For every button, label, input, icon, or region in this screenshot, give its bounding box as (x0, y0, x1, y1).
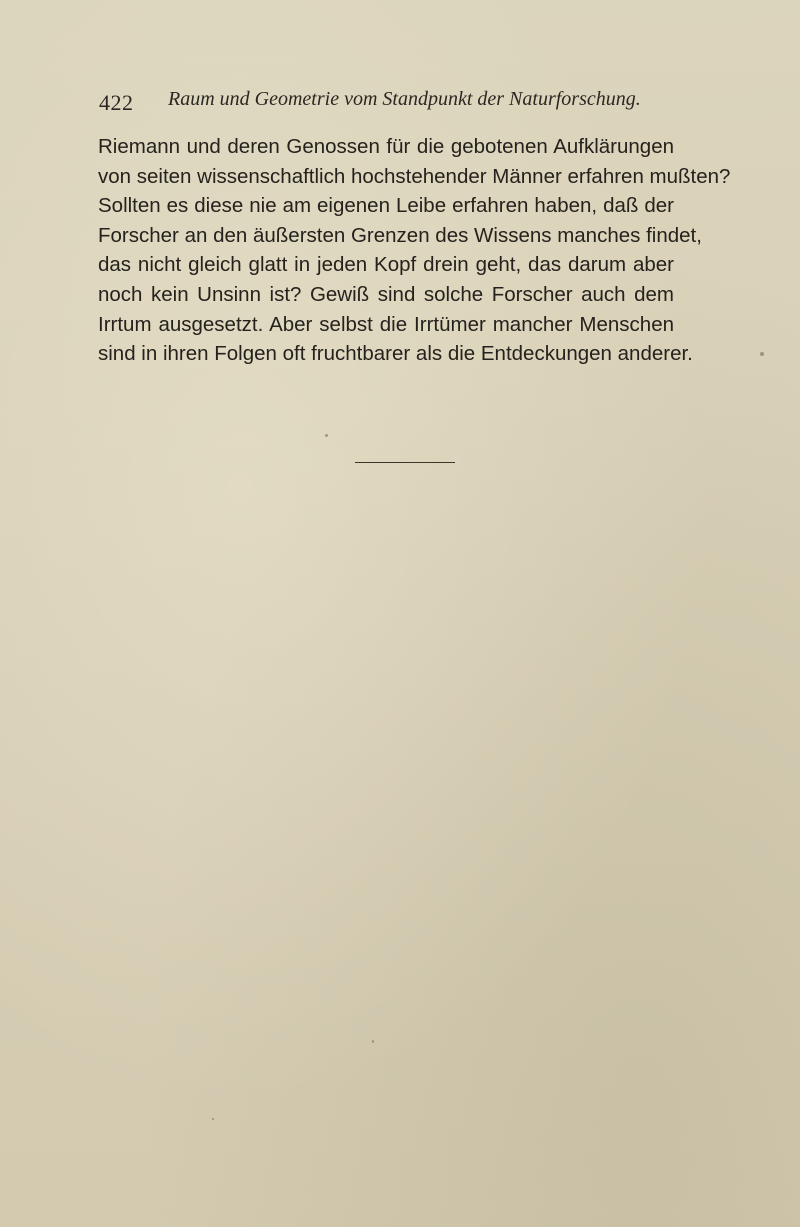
section-divider-rule (355, 462, 455, 463)
body-paragraph (98, 132, 731, 369)
text-line: Forscher an den äußersten Grenzen des Wissens manches findet, (98, 223, 702, 247)
paper-speck (212, 1118, 214, 1120)
paper-speck (325, 434, 328, 437)
page-number: 422 (99, 90, 134, 115)
running-head-title: Raum und Geometrie vom Standpunkt der Naturforschung. (168, 88, 641, 110)
running-head (99, 86, 659, 118)
paper-speck (372, 1040, 374, 1043)
text-line: Riemann und deren Genossen für die gebotenen Aufklärungen (98, 135, 674, 158)
text-line: von seiten wissenschaftlich hochstehender Männer erfahren mußten? (98, 164, 731, 188)
text-line: Sollten es diese nie am eigenen Leibe erfahren haben, daß der (98, 194, 674, 218)
text-line: das nicht gleich glatt in jeden Kopf drein geht, das darum aber (98, 253, 674, 277)
text-line: sind in ihren Folgen oft fruchtbarer als die Entdeckungen anderer. (98, 342, 693, 366)
text-line: Irrtum ausgesetzt. Aber selbst die Irrtümer mancher Menschen (98, 312, 674, 336)
text-line: noch kein Unsinn ist? Gewiß sind solche Forscher auch dem (98, 282, 674, 306)
paper-speck (760, 352, 764, 356)
